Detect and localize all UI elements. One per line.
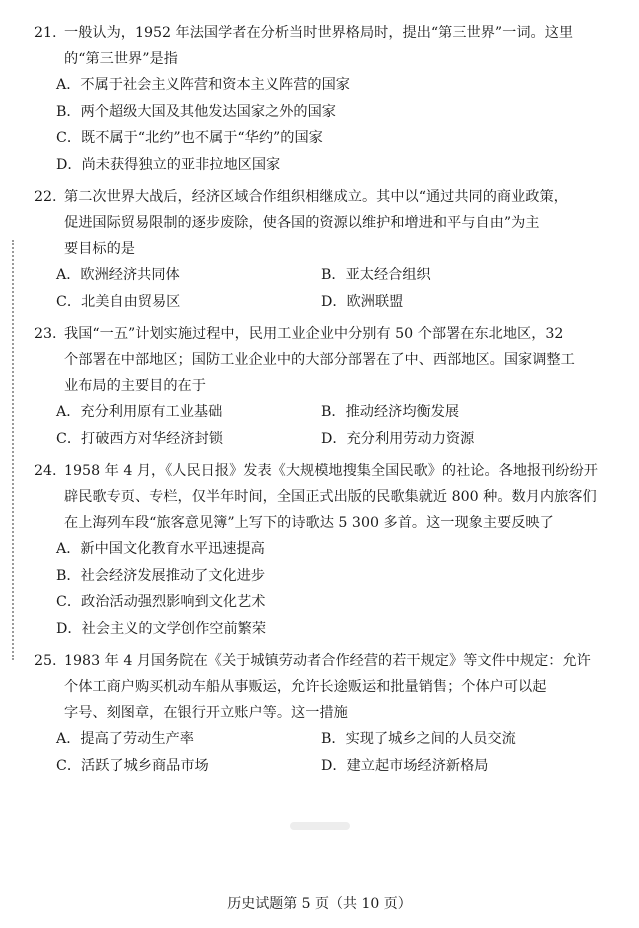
answer-option: A．提高了劳动生产率 [56,731,194,747]
answer-option: B．亚太经合组织 [321,267,431,283]
question-stem-text: 第二次世界大战后，经济区域合作组织相继成立。其中以“通过共同的商业政策， [64,189,568,205]
answer-option: C．北美自由贸易区 [56,293,181,310]
question-stem-line [34,321,609,347]
question-stem-line [34,184,609,210]
answer-option: C．政治活动强烈影响到文化艺术 [56,594,266,610]
answer-option: C．活跃了城乡商品市场 [56,757,209,774]
answer-option: A．欧洲经济共同体 [56,267,180,283]
question-stem-line [34,210,609,236]
answer-option-row [34,262,609,289]
question-stem-text: 促进国际贸易限制的逐步废除，使各国的资源以维护和增进和平与自由”为主 [64,215,540,231]
answer-option: B．实现了城乡之间的人员交流 [321,731,516,747]
question-stem-text: 要目标的是 [64,241,135,257]
question-stem-text: 1958 年 4 月，《人民日报》发表《大规模地搜集全国民歌》的社论。各地报刊纷纷开 [64,463,598,479]
faint-smudge [290,822,350,830]
question-stem-line [34,674,609,700]
question-stem-text: 辟民歌专页、专栏，仅半年时间，全国正式出版的民歌集就近 800 种。数月内旅客们 [64,489,597,505]
question-stem-text: 个体工商户购买机动车船从事贩运，允许长途贩运和批量销售；个体户可以起 [64,679,547,695]
question-23 [34,321,609,452]
question-stem-text: 我国“一五”计划实施过程中，民用工业企业中分别有 50 个部署在东北地区，32 [64,326,564,342]
question-number: 23. [34,326,57,342]
question-24 [34,458,609,642]
question-22 [34,184,609,315]
question-number: 24. [34,463,57,479]
answer-option-row [34,753,609,780]
page-footer: 历史试题第 5 页（共 10 页） [227,896,412,912]
answer-option-row [34,289,609,316]
question-list [34,20,609,785]
question-stem-text: 在上海列车段“旅客意见簿”上写下的诗歌达 5 300 多首。这一现象主要反映了 [64,515,554,531]
question-stem-text: 的“第三世界”是指 [64,51,178,67]
question-stem-line [34,648,609,674]
question-number: 22. [34,189,57,205]
answer-option-row [34,426,609,453]
answer-option: A．充分利用原有工业基础 [56,404,223,420]
question-21 [34,20,609,178]
answer-option: D．欧洲联盟 [321,293,404,310]
answer-option: B．两个超级大国及其他发达国家之外的国家 [56,103,336,120]
answer-option: D．尚未获得独立的亚非拉地区国家 [56,156,281,173]
question-stem-line [34,20,609,46]
answer-option: C．既不属于“北约”也不属于“华约”的国家 [56,130,323,146]
answer-option-row [34,399,609,426]
question-stem-text: 一般认为，1952 年法国学者在分析当时世界格局时，提出“第三世界”一词。这里 [64,25,574,41]
answer-option: A．新中国文化教育水平迅速提高 [56,541,265,557]
question-number: 21. [34,25,57,41]
question-stem-text: 业布局的主要目的在于 [64,378,206,394]
binding-margin-dots [12,240,14,660]
answer-option-row [34,726,609,753]
answer-option: B．推动经济均衡发展 [321,404,460,420]
question-stem-line [34,373,609,399]
answer-option: D．充分利用劳动力资源 [321,430,475,447]
question-25 [34,648,609,779]
answer-option: D．社会主义的文学创作空前繁荣 [56,620,267,637]
question-stem-text: 字号、刻图章，在银行开立账户等。这一措施 [64,705,348,721]
question-stem-line [34,510,609,536]
answer-option: C．打破西方对华经济封锁 [56,430,223,447]
question-stem-line [34,458,609,484]
question-number: 25. [34,653,57,669]
question-stem-line [34,700,609,726]
question-stem-text: 个部署在中部地区；国防工业企业中的大部分部署在了中、西部地区。国家调整工 [64,352,575,368]
answer-option: D．建立起市场经济新格局 [321,757,489,774]
question-stem-line [34,484,609,510]
answer-option: A．不属于社会主义阵营和资本主义阵营的国家 [56,77,350,93]
question-stem-line [34,236,609,262]
question-stem-line [34,347,609,373]
question-stem-line [34,46,609,72]
question-stem-text: 1983 年 4 月国务院在《关于城镇劳动者合作经营的若干规定》等文件中规定：允许 [64,653,591,669]
answer-option: B．社会经济发展推动了文化进步 [56,567,266,584]
